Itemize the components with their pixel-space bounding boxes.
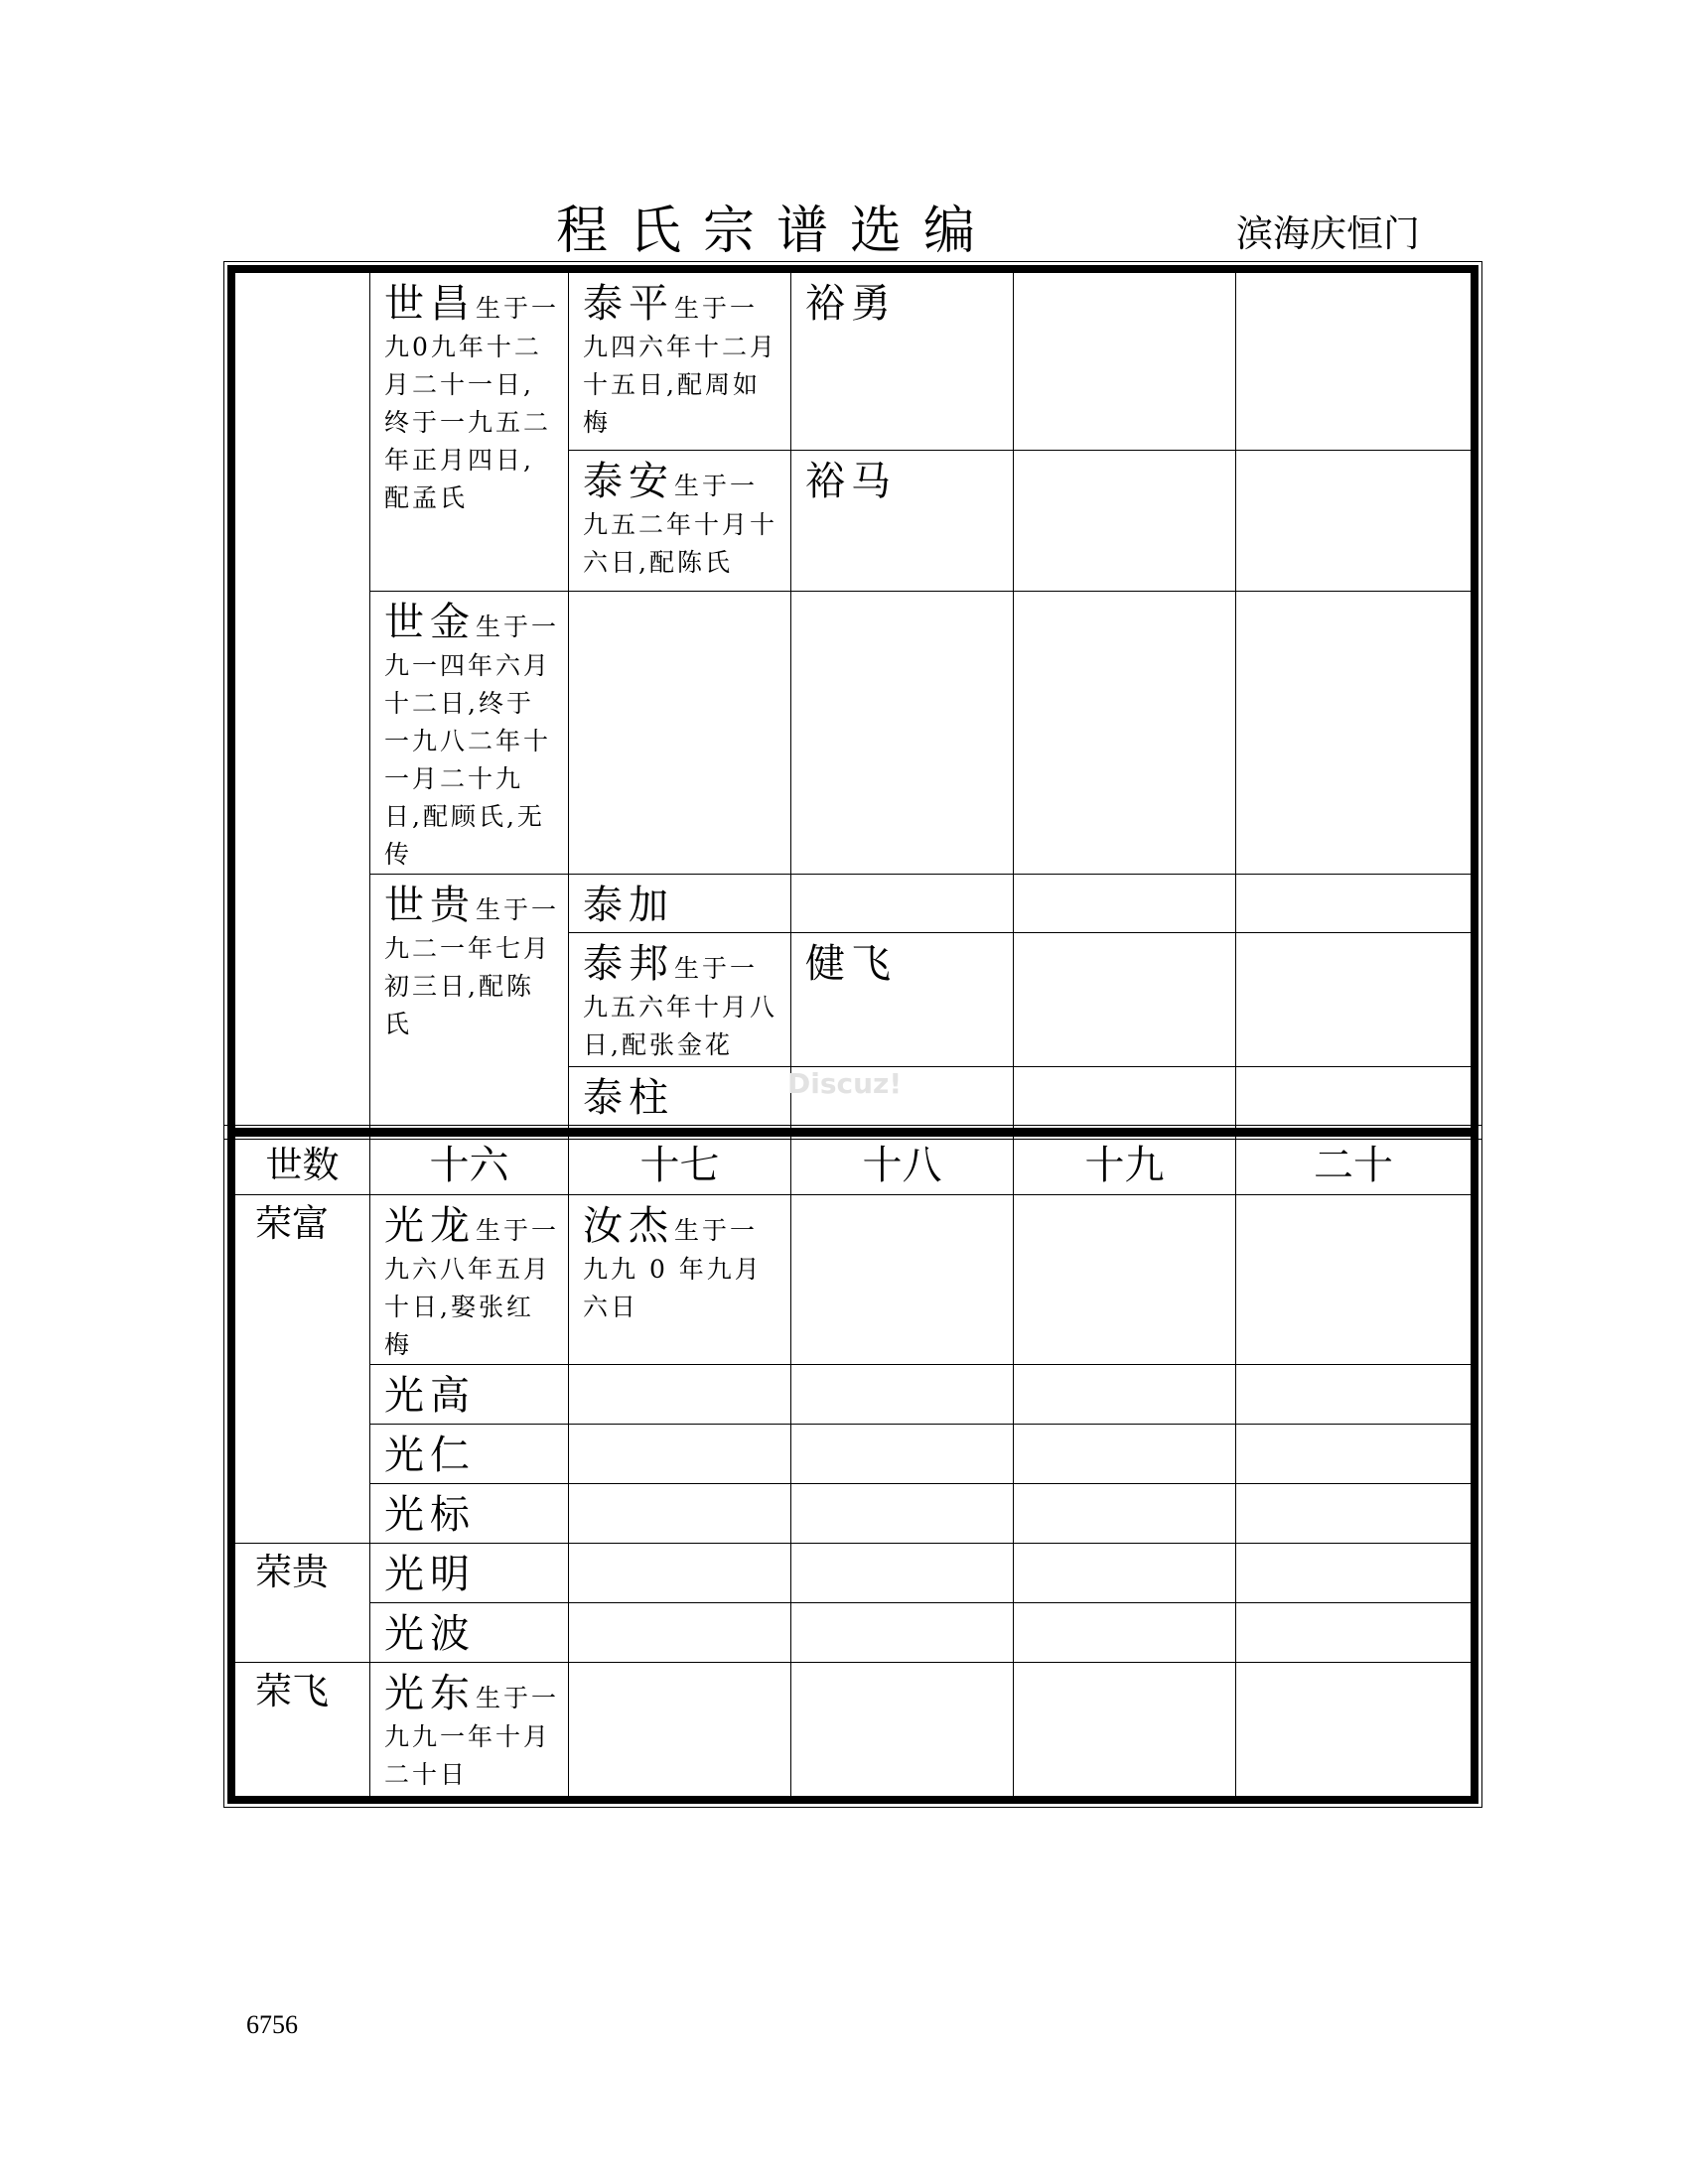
person-name: 泰平: [583, 281, 674, 327]
person-cell-rujie: [568, 1194, 791, 1365]
empty-cell: [568, 1662, 791, 1797]
person-cell-taian: [568, 450, 791, 592]
person-name: 光东: [384, 1671, 476, 1716]
page-number: 6756: [246, 2010, 298, 2039]
empty-cell: [790, 1364, 1014, 1425]
empty-cell: [1235, 1662, 1472, 1797]
person-name: 泰加: [583, 883, 674, 928]
empty-cell: [790, 1424, 1014, 1484]
person-name: 健飞: [805, 941, 897, 987]
empty-cell: [790, 1483, 1014, 1544]
empty-cell: [1235, 1543, 1472, 1603]
person-name: 裕勇: [805, 281, 897, 327]
person-name: 裕马: [805, 459, 897, 504]
empty-cell: [790, 1543, 1014, 1603]
empty-cell: [1013, 1483, 1236, 1544]
person-name: 光高: [384, 1373, 476, 1419]
person-name: 泰柱: [583, 1075, 674, 1121]
person-note: 生于一九九一年十月二十日: [384, 1684, 560, 1789]
person-name: 光仁: [384, 1433, 476, 1478]
empty-cell: [1013, 591, 1236, 875]
empty-cell: [1235, 932, 1472, 1067]
page-title: 程氏宗谱选编: [556, 202, 998, 261]
person-name: 泰邦: [583, 941, 674, 987]
empty-cell: [1235, 1424, 1472, 1484]
person-cell-shichang: [369, 272, 569, 592]
group-cell-ronggui: [234, 1543, 370, 1663]
empty-cell: [790, 1194, 1014, 1365]
empty-cell: [1013, 272, 1236, 451]
person-note: 生于一九九 0 年九月六日: [583, 1216, 763, 1321]
empty-cell: [568, 591, 791, 875]
person-cell-shigui: [369, 874, 569, 1129]
person-cell-shijin: [369, 591, 569, 875]
group-name: 荣富: [255, 1202, 329, 1245]
person-cell-jianfei: [790, 932, 1014, 1067]
header-label: 世数: [265, 1144, 340, 1186]
header-cell-16: [369, 1136, 569, 1195]
person-name: 汝杰: [583, 1203, 674, 1249]
header-cell-18: [790, 1136, 1014, 1195]
empty-cell: [568, 1483, 791, 1544]
header-cell-17: [568, 1136, 791, 1195]
person-note: 生于一九五二年十月十六日,配陈氏: [583, 472, 778, 577]
person-note: 生于一九六八年五月十日,娶张红梅: [384, 1216, 560, 1359]
person-note: 生于一九一四年六月十二日,终于一九八二年十一月二十九日,配顾氏,无传: [384, 613, 560, 869]
person-cell-guangdong: [369, 1662, 569, 1797]
empty-cell: [1235, 1066, 1472, 1129]
empty-cell: [568, 1602, 791, 1663]
header-label: 二十: [1314, 1143, 1393, 1188]
empty-cell: [1013, 1066, 1236, 1129]
person-cell-taibang: [568, 932, 791, 1067]
person-cell-taizhu: [568, 1066, 791, 1129]
empty-cell: [1235, 272, 1472, 451]
person-cell-guangbiao: [369, 1483, 569, 1544]
empty-cell: [1013, 1602, 1236, 1663]
person-name: 世贵: [384, 883, 476, 928]
empty-cell: [1235, 591, 1472, 875]
group-name: 荣贵: [255, 1551, 329, 1593]
empty-cell: [568, 1364, 791, 1425]
person-cell-guangren: [369, 1424, 569, 1484]
person-note: 生于一九四六年十二月十五日,配周如梅: [583, 294, 778, 437]
person-cell-guanglong: [369, 1194, 569, 1365]
header-cell-generation: [234, 1136, 370, 1195]
empty-cell: [790, 591, 1014, 875]
empty-cell: [1235, 1194, 1472, 1365]
header-label: 十八: [862, 1143, 942, 1188]
empty-cell: [1235, 1602, 1472, 1663]
header-label: 十六: [429, 1143, 509, 1188]
person-name: 世金: [384, 600, 476, 645]
empty-cell: [1235, 1483, 1472, 1544]
empty-cell: [1013, 450, 1236, 592]
empty-cell: [790, 1602, 1014, 1663]
person-cell-taiping: [568, 272, 791, 451]
header-cell-20: [1235, 1136, 1472, 1195]
person-cell-guangbo: [369, 1602, 569, 1663]
empty-cell: [1235, 1364, 1472, 1425]
watermark: Discuz!: [787, 1067, 903, 1100]
person-name: 光明: [384, 1552, 476, 1597]
person-cell-guangming: [369, 1543, 569, 1603]
person-note: 生于一九五六年十月八日,配张金花: [583, 954, 778, 1059]
person-cell-taijia: [568, 874, 791, 933]
empty-cell: [1013, 1424, 1236, 1484]
empty-cell: [1013, 932, 1236, 1067]
empty-cell: [1235, 874, 1472, 933]
upper-col1-cell: [234, 272, 370, 1129]
empty-cell: [1235, 450, 1472, 592]
empty-cell: [1013, 1364, 1236, 1425]
person-name: 光波: [384, 1611, 476, 1657]
upper-genealogy-table: [227, 265, 1478, 1136]
group-cell-rongfu: [234, 1194, 370, 1544]
empty-cell: [1013, 1662, 1236, 1797]
lower-genealogy-table: [227, 1129, 1478, 1804]
person-name: 光标: [384, 1492, 476, 1538]
group-cell-rongfei: [234, 1662, 370, 1797]
person-name: 泰安: [583, 459, 674, 504]
empty-cell: [1013, 1194, 1236, 1365]
person-cell-yuyong: [790, 272, 1014, 451]
person-note: 生于一九二一年七月初三日,配陈氏: [384, 895, 560, 1038]
person-cell-yuma: [790, 450, 1014, 592]
branch-name: 滨海庆恒门: [1236, 212, 1420, 255]
group-name: 荣飞: [255, 1670, 329, 1712]
empty-cell: [568, 1424, 791, 1484]
header-cell-19: [1013, 1136, 1236, 1195]
empty-cell: [1013, 1543, 1236, 1603]
empty-cell: [1013, 874, 1236, 933]
empty-cell: [790, 874, 1014, 933]
empty-cell: [790, 1662, 1014, 1797]
header-label: 十七: [639, 1143, 720, 1188]
empty-cell: [568, 1543, 791, 1603]
person-cell-guanggao: [369, 1364, 569, 1425]
person-name: 世昌: [384, 281, 476, 327]
header-label: 十九: [1084, 1143, 1165, 1188]
person-name: 光龙: [384, 1203, 476, 1249]
person-note: 生于一九0九年十二月二十一日,终于一九五二年正月四日,配孟氏: [384, 294, 560, 512]
